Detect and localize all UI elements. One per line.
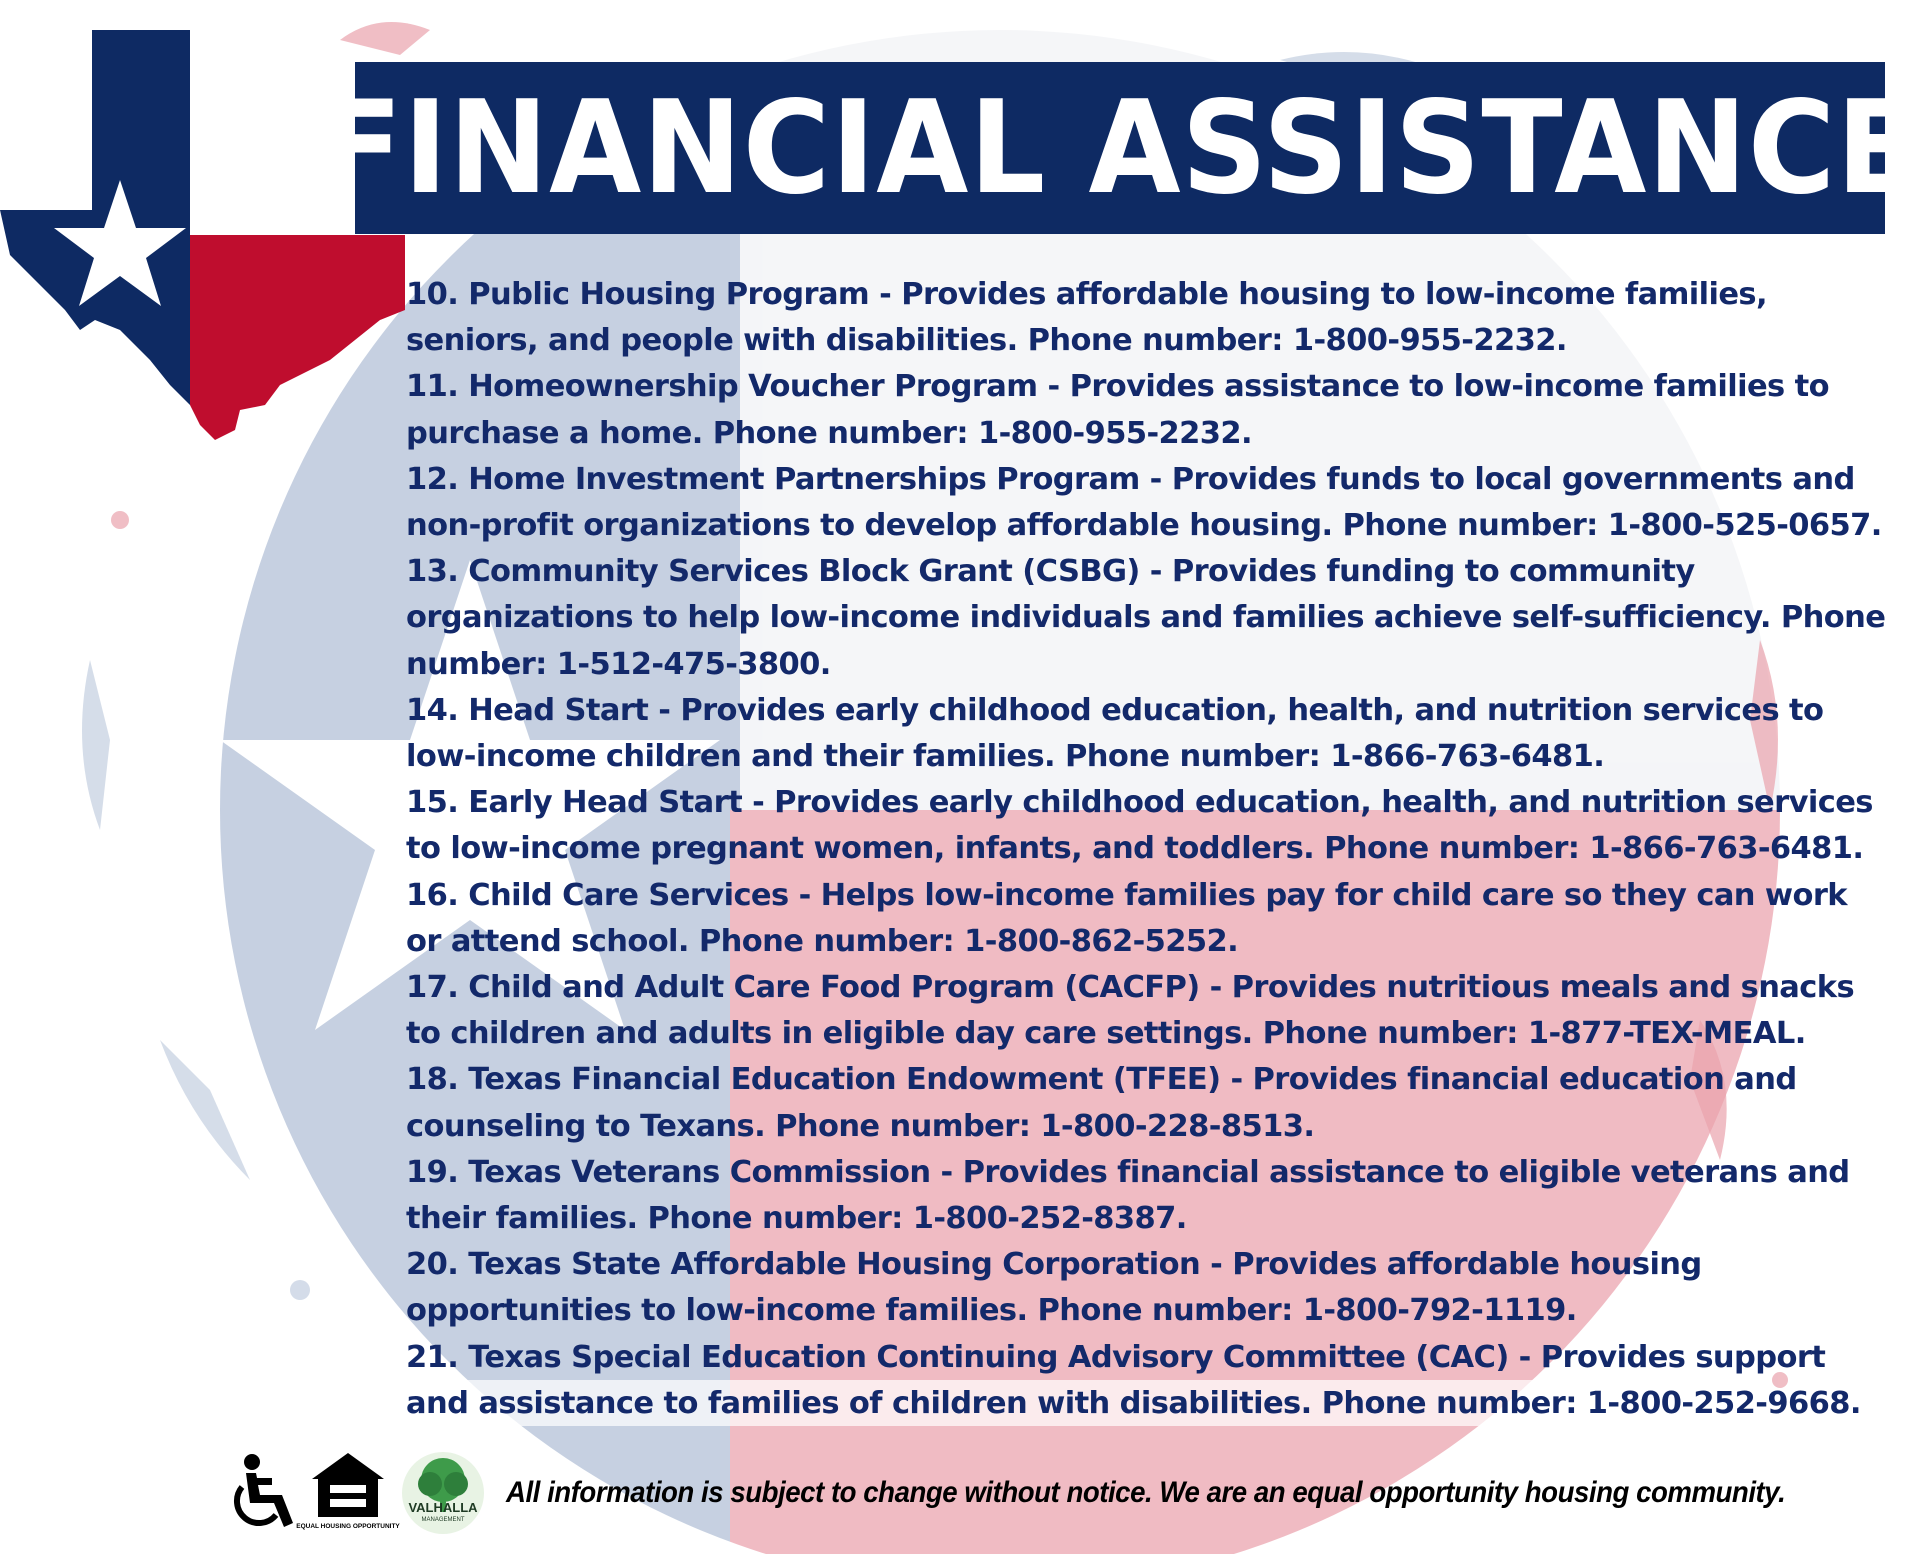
list-item: 13. Community Services Block Grant (CSBG) - Provides funding to community organizations to help low-income individuals and families achieve self-sufficiency. Phone number: 1-512-475-3800.: [406, 554, 1886, 682]
list-item: 14. Head Start - Provides early childhood education, health, and nutrition services to low-income children and their families. Phone number: 1-866-763-6481.: [406, 692, 1824, 775]
equal-housing-label: EQUAL HOUSING OPPORTUNITY: [296, 1523, 400, 1530]
logo-text: VALHALLA: [408, 1500, 478, 1515]
wheelchair-accessibility-icon: [230, 1453, 296, 1533]
logo-subtext: MANAGEMENT: [421, 1517, 465, 1523]
program-list: [406, 272, 1886, 1427]
list-item: 19. Texas Veterans Commission - Provides financial assistance to eligible veterans and their families. Phone number: 1-800-252-8387.: [406, 1154, 1850, 1237]
page-title: FINANCIAL ASSISTANCE: [321, 73, 1919, 223]
disclaimer-text: All information is subject to change without notice. We are an equal opportunity housing community.: [506, 1476, 1786, 1509]
footer: [230, 1448, 1897, 1538]
list-item: 10. Public Housing Program - Provides affordable housing to low-income families, seniors, and people with disabilities. Phone number: 1-800-955-2232.: [406, 277, 1767, 359]
list-item: 12. Home Investment Partnerships Program - Provides funds to local governments and non-profit organizations to develop affordable housing. Phone number: 1-800-525-0657.: [406, 461, 1882, 544]
list-item: 18. Texas Financial Education Endowment (TFEE) - Provides financial education and counseling to Texans. Phone number: 1-800-228-8513.: [406, 1062, 1797, 1144]
equal-housing-opportunity-icon: [296, 1451, 400, 1535]
list-item: 20. Texas State Affordable Housing Corporation - Provides affordable housing opportunities to low-income families. Phone number: 1-800-792-1119.: [406, 1247, 1702, 1329]
list-item: 15. Early Head Start - Provides early childhood education, health, and nutrition services to low-income pregnant women, infants, and toddlers. Phone number: 1-866-763-6481.: [406, 785, 1873, 867]
list-item: 16. Child Care Services - Helps low-income families pay for child care so they can work or attend school. Phone number: 1-800-862-5252.: [406, 877, 1847, 959]
list-item: 11. Homeownership Voucher Program - Provides assistance to low-income families to purchase a home. Phone number: 1-800-955-2232.: [406, 369, 1829, 451]
list-item: 17. Child and Adult Care Food Program (CACFP) - Provides nutritious meals and snacks to children and adults in eligible day care settings. Phone number: 1-877-TEX-MEAL.: [406, 970, 1855, 1052]
title-banner: [321, 62, 1919, 234]
valhalla-management-logo: [400, 1450, 486, 1536]
list-item: 21. Texas Special Education Continuing Advisory Committee (CAC) - Provides support and assistance to families of children with disabilities. Phone number: 1-800-252-9668.: [406, 1339, 1861, 1421]
